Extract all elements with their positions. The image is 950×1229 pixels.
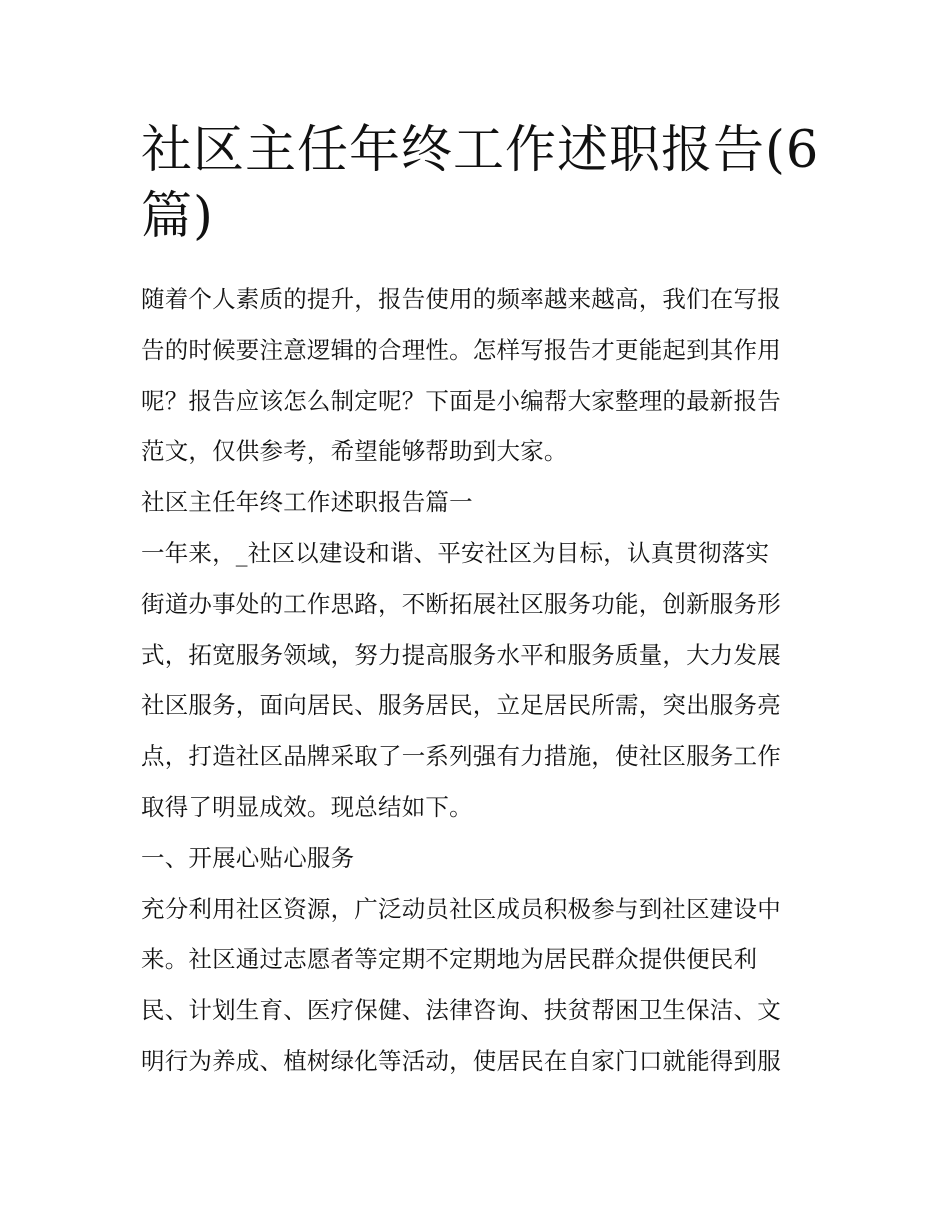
text-line: 随着个人素质的提升，报告使用的频率越来越高，我们在写报 <box>141 285 781 313</box>
text-line: 民、计划生育、医疗保健、法律咨询、扶贫帮困卫生保洁、文 <box>141 996 781 1025</box>
text-line: 明行为养成、植树绿化等活动，使居民在自家门口就能得到服 <box>141 1046 781 1075</box>
document-content <box>141 118 820 1087</box>
text-line: 一年来，_社区以建设和谐、平安社区为目标，认真贯彻落实 <box>141 538 770 567</box>
text-line: 街道办事处的工作思路，不断拓展社区服务功能，创新服务形 <box>141 589 781 618</box>
text-line: 充分利用社区资源，广泛动员社区成员积极参与到社区建设中 <box>141 894 781 923</box>
section-heading <box>141 833 813 884</box>
text-line: 呢？报告应该怎么制定呢？下面是小编帮大家整理的最新报告 <box>141 386 781 415</box>
text-line: 范文，仅供参考，希望能够帮助到大家。 <box>141 437 568 466</box>
text-line: 取得了明显成效。现总结如下。 <box>141 792 473 821</box>
body-paragraph <box>141 884 813 1087</box>
text-line: 来。社区通过志愿者等定期不定期地为居民群众提供便民利 <box>141 945 758 974</box>
text-line: 式，拓宽服务领域，努力提高服务水平和服务质量，大力发展 <box>141 640 781 669</box>
section-heading <box>141 477 813 528</box>
body-paragraph <box>141 528 813 833</box>
text-line: 一、开展心贴心服务 <box>141 843 355 872</box>
document-body <box>141 274 813 1087</box>
document-title <box>141 118 820 250</box>
intro-paragraph <box>141 274 813 477</box>
title-line: 社区主任年终工作述职报告(6 <box>141 121 820 180</box>
text-line: 社区服务，面向居民、服务居民，立足居民所需，突出服务亮 <box>141 691 781 720</box>
title-line: 篇) <box>141 187 214 246</box>
text-line: 点，打造社区品牌采取了一系列强有力措施，使社区服务工作 <box>141 742 781 771</box>
text-line: 告的时候要注意逻辑的合理性。怎样写报告才更能起到其作用 <box>141 335 781 364</box>
text-line: 社区主任年终工作述职报告篇一 <box>141 488 473 517</box>
